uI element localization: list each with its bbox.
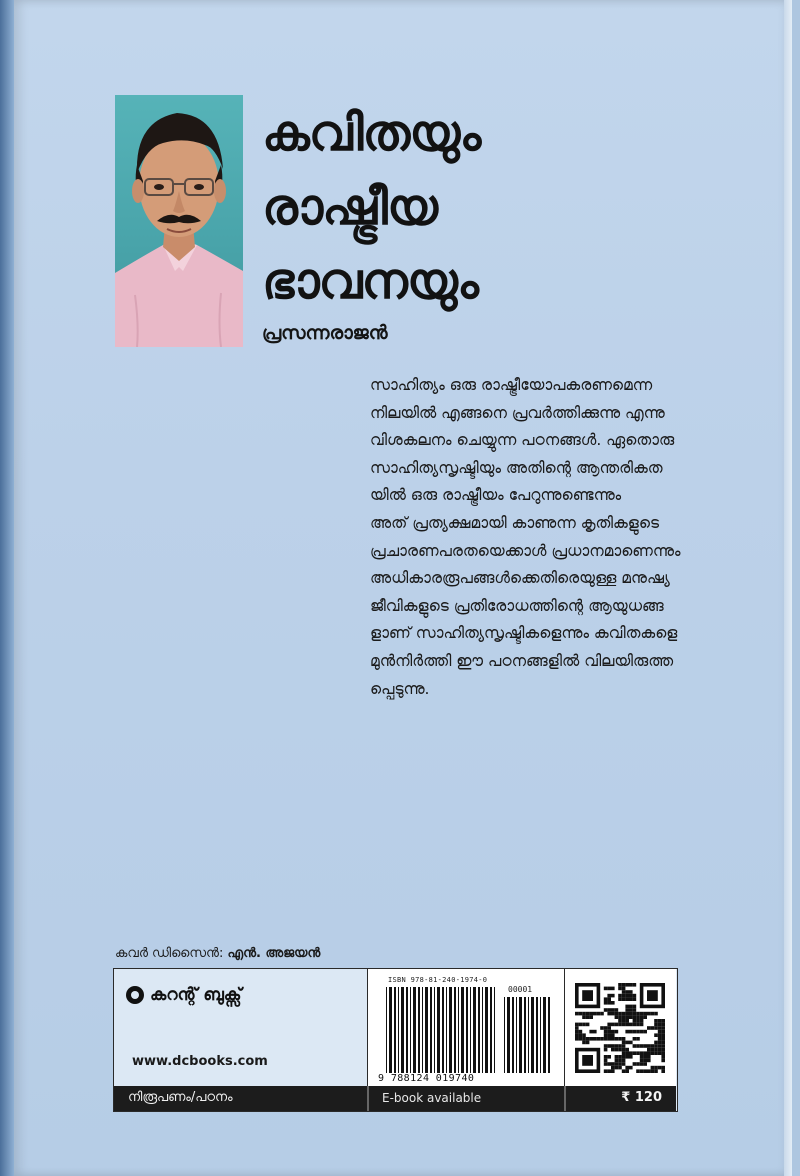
title-line-1: കവിതയും (262, 104, 481, 162)
blurb-line: സാഹിത്യസൃഷ്ടിയും അതിന്റെ ആന്തരികത (370, 458, 663, 477)
blurb-line: ജീവികളുടെ പ്രതിരോധത്തിന്റെ ആയുധങ്ങ (370, 596, 664, 615)
page-edge (784, 0, 792, 1176)
author-photo (115, 95, 243, 347)
author-name: പ്രസന്നരാജൻ (262, 322, 388, 344)
title-line-3: ഭാവനയും (262, 252, 478, 310)
price-label: ₹ 120 (621, 1090, 662, 1105)
title-line-2: രാഷ്ട്രീയ (262, 178, 437, 236)
footer-divider (564, 1086, 566, 1111)
book-title (262, 96, 562, 318)
footer-divider (367, 1086, 369, 1111)
barcode-icon (386, 987, 498, 1073)
publisher-cell (114, 969, 368, 1086)
info-panel (113, 968, 678, 1112)
ebook-label: E-book available (382, 1091, 482, 1105)
spine-edge (0, 0, 14, 1176)
blurb-line: അധികാരരൂപങ്ങൾക്കെതിരെയുള്ള മനുഷ്യ (370, 569, 670, 588)
blurb-line: വിശകലനം ചെയ്യുന്ന പഠനങ്ങൾ. ഏതൊരു (370, 431, 675, 450)
qr-cell (565, 969, 676, 1086)
blurb (370, 372, 700, 703)
publisher-logo-icon (126, 986, 144, 1004)
blurb-line: സാഹിത്യം ഒരു രാഷ്ട്രീയോപകരണമെന്ന (370, 376, 653, 394)
publisher-logo (126, 985, 242, 1005)
isbn-text: ISBN 978-81-240-1974-0 (388, 976, 488, 984)
blurb-line: അത് പ്രത്യക്ഷമായി കാണുന്ന കൃതികളുടെ (370, 513, 660, 532)
ean-digits: 9 788124 019740 (378, 1073, 475, 1084)
barcode-addon: 00001 (508, 985, 533, 994)
blurb-line: പ്രചാരണപരതയെക്കാൾ പ്രധാനമാണെന്നും (370, 541, 681, 560)
blurb-line: മുൻനിർത്തി ഈ പഠനങ്ങളിൽ വിലയിരുത്ത (370, 651, 674, 670)
publisher-url: www.dcbooks.com (132, 1054, 268, 1069)
credit-label: കവർ ഡിസൈൻ: (115, 946, 224, 961)
blurb-line: ളാണ് സാഹിത്യസൃഷ്ടികളെന്നും കവിതകളെ (370, 624, 678, 643)
blurb-line: യിൽ ഒരു രാഷ്ട്രീയം പേറുന്നുണ്ടെന്നും (370, 486, 622, 505)
blurb-line: പ്പെടുന്നു. (370, 679, 430, 698)
cover-design-credit (115, 946, 320, 961)
barcode-cell (368, 969, 565, 1086)
qr-code-icon (575, 983, 665, 1073)
publisher-name: കറന്റ് ബുക്സ് (150, 985, 242, 1005)
footer-bar (114, 1086, 676, 1111)
credit-name: എൻ. അജയൻ (227, 946, 321, 961)
barcode-addon-icon (504, 997, 554, 1073)
category-label: നിരൂപണം/പഠനം (128, 1090, 233, 1105)
blurb-line: നിലയിൽ എങ്ങനെ പ്രവർത്തിക്കുന്നു എന്നു (370, 403, 665, 422)
